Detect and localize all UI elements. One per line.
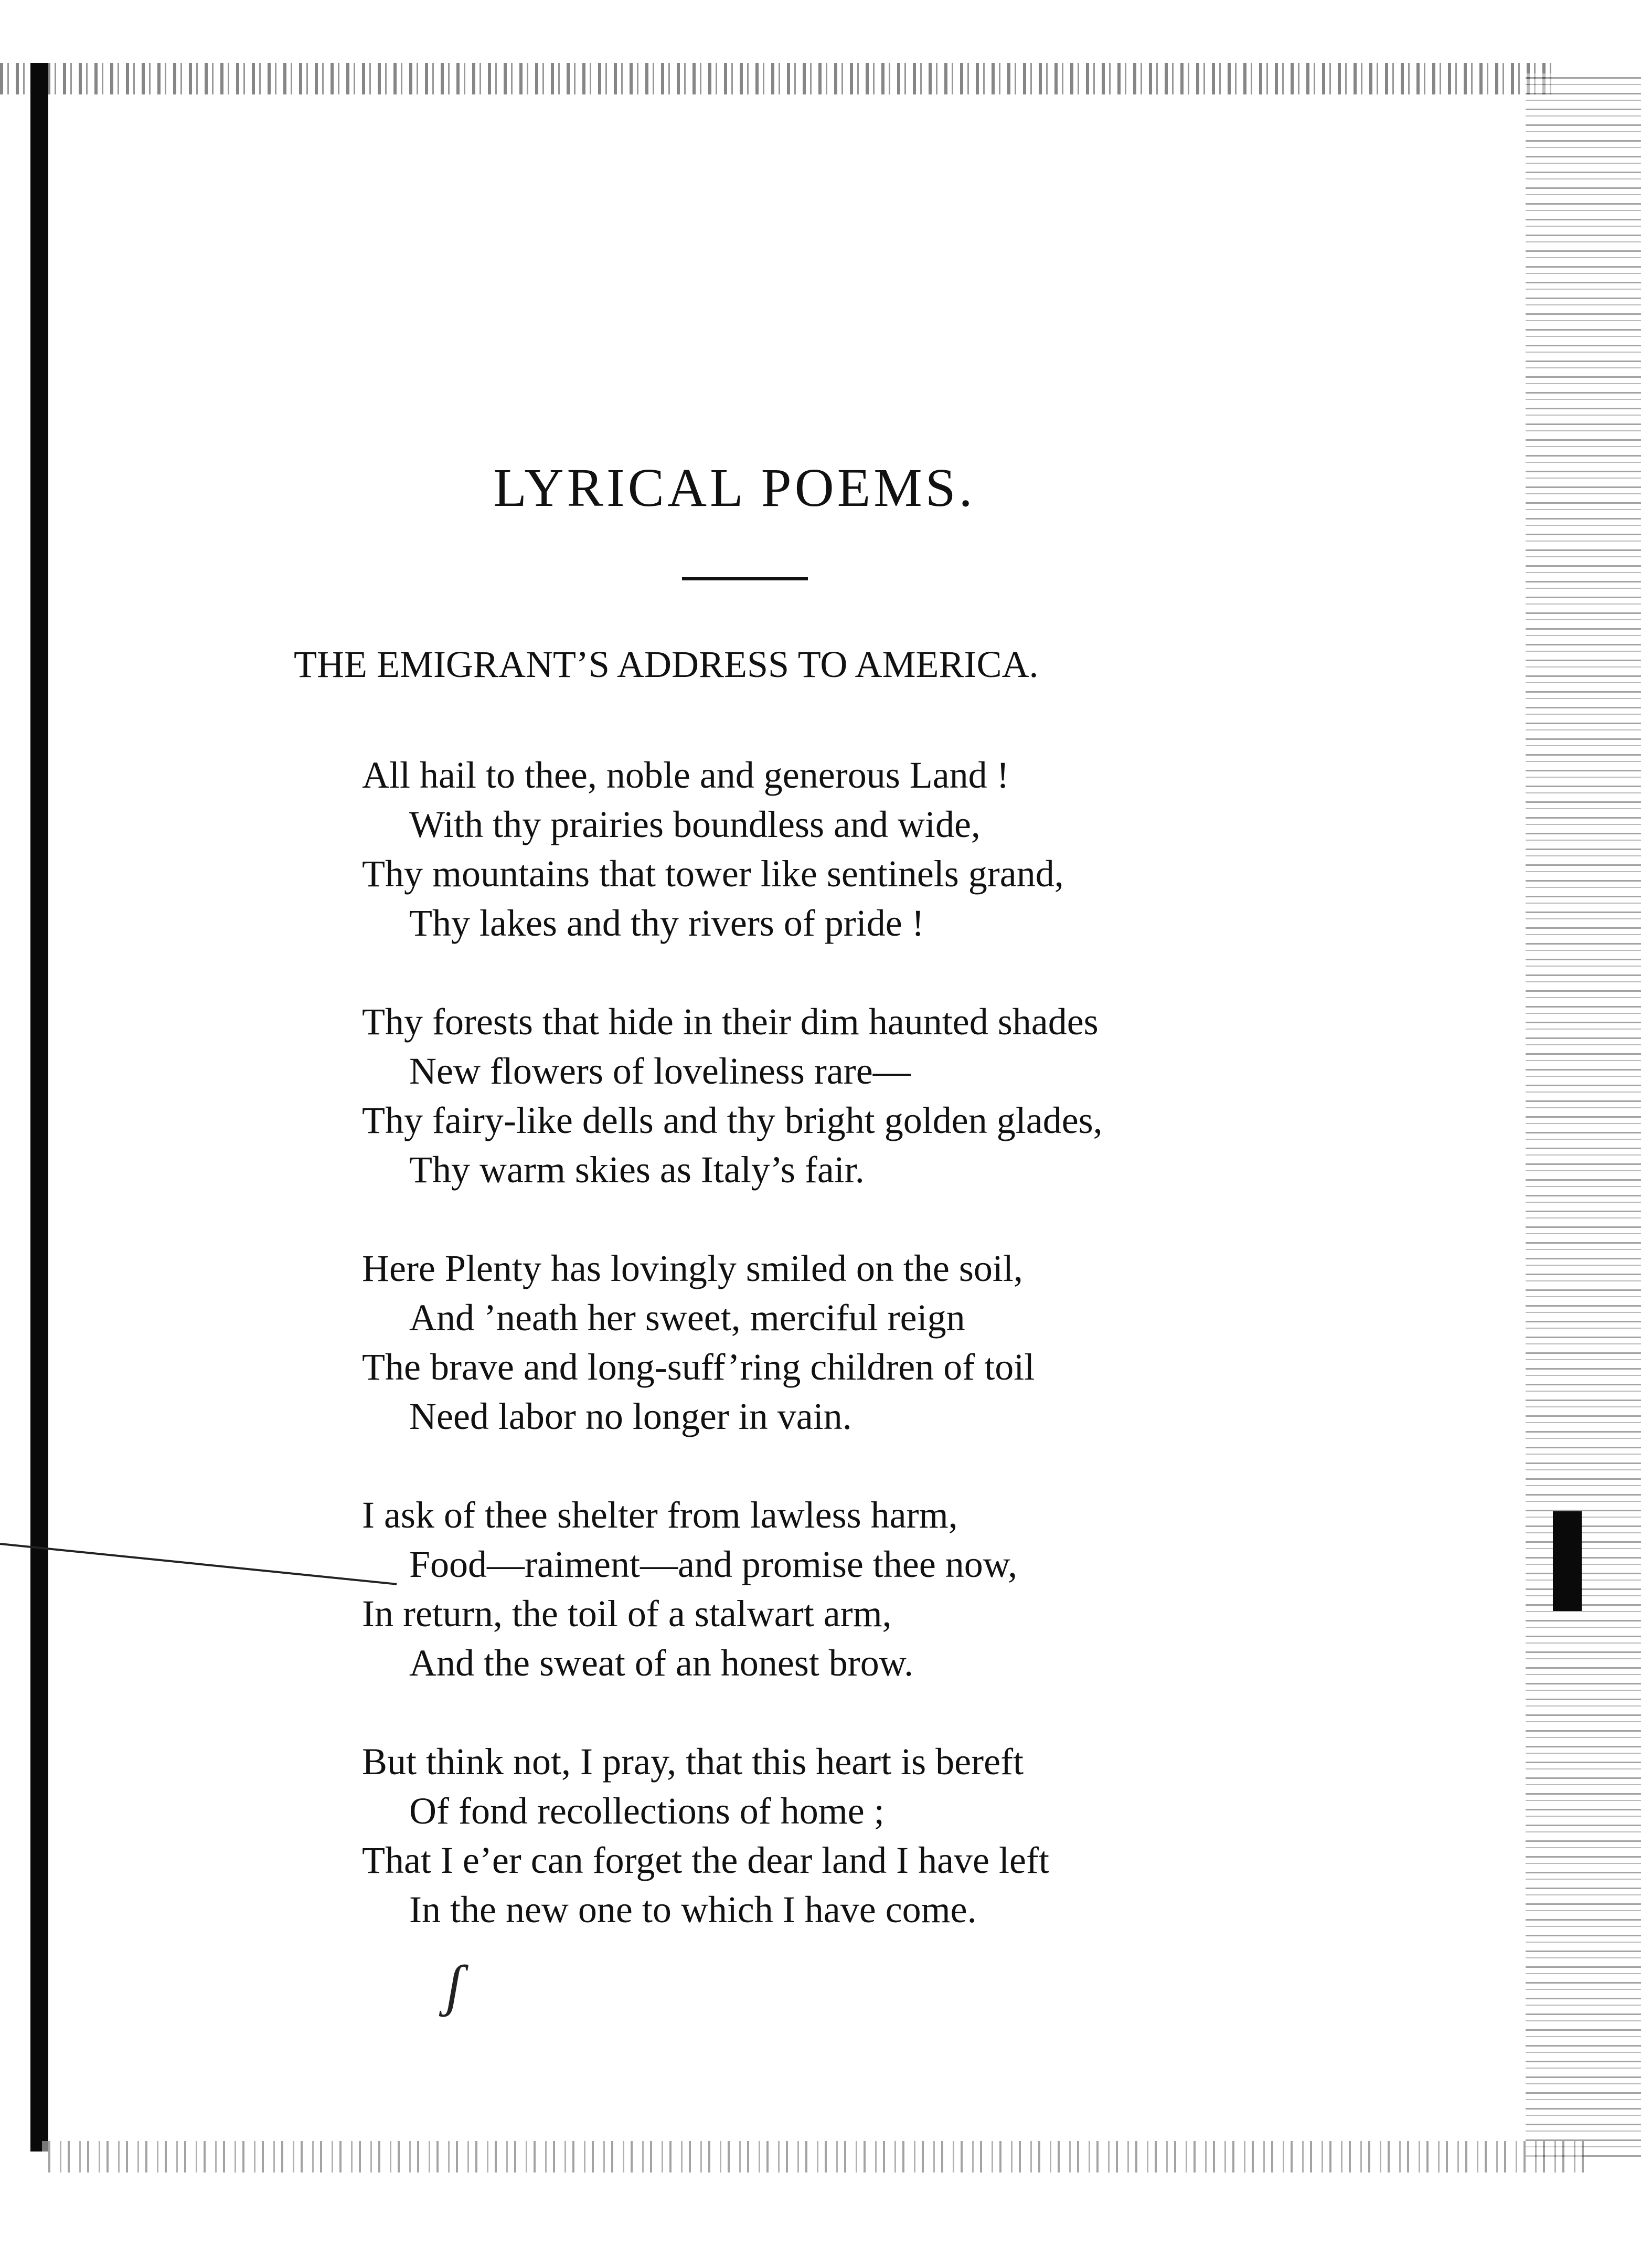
pen-flourish-mark: ʃ — [446, 1953, 463, 2017]
poem-line: Of fond recollections of home ; — [409, 1790, 885, 1832]
poem-line: That I e’er can forget the dear land I have left — [362, 1839, 1049, 1881]
poem-body — [362, 750, 1103, 1984]
pen-stroke-mark — [0, 1543, 397, 1585]
page-right-edge — [1526, 73, 1641, 2162]
page-bottom-edge — [42, 2141, 1584, 2172]
poem-line: The brave and long-suff’ring children of toil — [362, 1346, 1035, 1388]
poem-line: Food—raiment—and promise thee now, — [409, 1543, 1018, 1585]
poem-line: Here Plenty has lovingly smiled on the soil, — [362, 1247, 1023, 1289]
stanza-1 — [362, 750, 1103, 948]
poem-line: But think not, I pray, that this heart is bereft — [362, 1741, 1024, 1783]
poem-line: I ask of thee shelter from lawless harm, — [362, 1494, 958, 1536]
poem-line: Thy mountains that tower like sentinels grand, — [362, 853, 1064, 895]
poem-line: Thy forests that hide in their dim haunted shades — [362, 1001, 1099, 1043]
page-heading: LYRICAL POEMS. — [493, 457, 976, 518]
stanza-3 — [362, 1244, 1103, 1441]
page-top-edge — [0, 63, 1553, 94]
poem-line: Need labor no longer in vain. — [409, 1395, 852, 1437]
poem-line: In the new one to which I have come. — [409, 1889, 977, 1931]
poem-line: And the sweat of an honest brow. — [409, 1642, 914, 1684]
poem-title: THE EMIGRANT’S ADDRESS TO AMERICA. — [294, 643, 1039, 685]
stanza-4 — [362, 1490, 1103, 1688]
page-binding-edge — [30, 63, 48, 2152]
poem-line: Thy lakes and thy rivers of pride ! — [409, 902, 924, 944]
heading-rule — [682, 577, 808, 580]
poem-line: All hail to thee, noble and generous Land ! — [362, 754, 1009, 796]
stanza-2 — [362, 997, 1103, 1194]
poem-line: And ’neath her sweet, merciful reign — [409, 1297, 965, 1339]
poem-line: In return, the toil of a stalwart arm, — [362, 1593, 892, 1635]
poem-line: With thy prairies boundless and wide, — [409, 803, 981, 845]
poem-line: Thy fairy-like dells and thy bright golden glades, — [362, 1099, 1103, 1141]
poem-line: New flowers of loveliness rare— — [409, 1050, 911, 1092]
clip-mark — [1553, 1511, 1582, 1611]
poem-line: Thy warm skies as Italy’s fair. — [409, 1149, 865, 1191]
stanza-5 — [362, 1737, 1103, 1934]
